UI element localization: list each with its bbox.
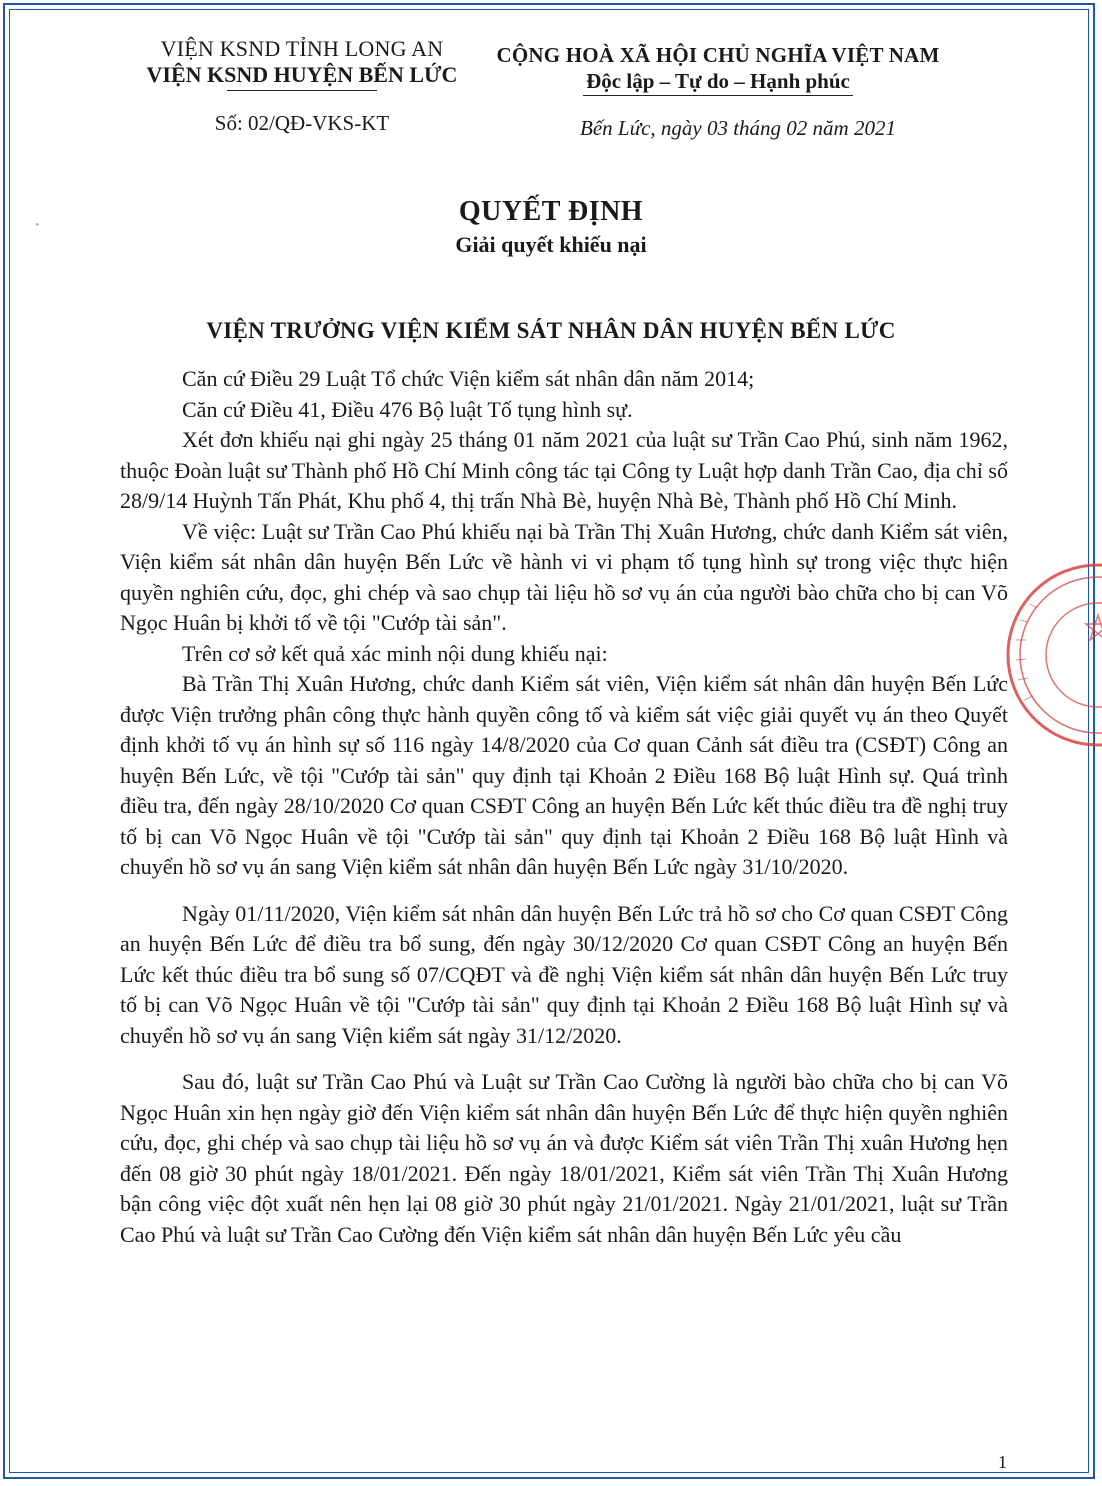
body-paragraph: Sau đó, luật sư Trần Cao Phú và Luật sư Trần Cao Cường là người bào chữa cho bị can Võ Ngọc Huân xin hẹn ngày giờ đến Viện kiểm sát nhân dân huyện Bến Lức để thực hiện quyền nghiên cứu, đọc, ghi chép và sao chụp tài liệu hồ sơ vụ án và được Kiểm sát viên Trần Thị xuân Hương hẹn đến 08 giờ 30 phút ngày 18/01/2021. Đến ngày 18/01/2021, Kiểm sát viên Trần Thị Xuân Hương bận công việc đột xuất nên hẹn lại 08 giờ 30 phút ngày 21/01/2021. Ngày 21/01/2021, luật sư Trần Cao Phú và luật sư Trần Cao Cường đến Viện kiểm sát nhân dân huyện Bến Lức yêu cầu (120, 1069, 1008, 1247)
title-main: QUYẾT ĐỊNH (458, 196, 644, 227)
agency-name: VIỆN KSND HUYỆN BẾN LỨC (146, 62, 458, 87)
document-title (0, 196, 1102, 258)
body-paragraph: Trên cơ sở kết quả xác minh nội dung khiếu nại: (182, 640, 608, 666)
agency-parent: VIỆN KSND TỈNH LONG AN (160, 36, 444, 61)
document-body (120, 364, 1008, 1250)
motto-underline (583, 95, 853, 96)
body-paragraph: Căn cứ Điều 29 Luật Tổ chức Viện kiểm sát nhân dân năm 2014; (182, 366, 755, 391)
national-header (478, 42, 958, 141)
body-paragraph: Bà Trần Thị Xuân Hương, chức danh Kiểm sát viên, Viện kiểm sát nhân dân huyện Bến Lức được Viện trưởng phân công thực hành quyền công tố và kiểm sát việc giải quyết vụ án theo Quyết định khởi tố vụ án hình sự số 116 ngày 14/8/2020 của Cơ quan Cảnh sát điều tra (CSĐT) Công an huyện Bến Lức, về tội "Cướp tài sản" quy định tại Khoản 2 Điều 168 Bộ luật Hình sự. Quá trình điều tra, đến ngày 28/10/2020 Cơ quan CSĐT Công an huyện Bến Lức kết thúc điều tra đề nghị truy tố bị can Võ Ngọc Huân về tội "Cướp tài sản" quy định tại Khoản 2 Điều 168 Bộ luật Hình và chuyển hồ sơ vụ án sang Viện kiểm sát nhân dân huyện Bến Lức ngày 31/10/2020. (120, 671, 1008, 879)
body-paragraph: Căn cứ Điều 41, Điều 476 Bộ luật Tố tụng hình sự. (182, 396, 633, 422)
body-paragraph: Ngày 01/11/2020, Viện kiểm sát nhân dân huyện Bến Lức trả hồ sơ cho Cơ quan CSĐT Công an huyện Bến Lức để điều tra bổ sung, đến ngày 30/12/2020 Cơ quan CSĐT Công an huyện Bến Lức kết thúc điều tra bổ sung số 07/CQĐT và đề nghị Viện kiểm sát nhân dân huyện Bến Lức truy tố bị can Võ Ngọc Huân về tội "Cướp tài sản" quy định tại Khoản 2 Điều 168 Bộ luật Hình sự và chuyển hồ sơ vụ án sang Viện kiểm sát ngày 31/12/2020. (120, 900, 1008, 1048)
agency-header (122, 36, 482, 136)
title-subject: Giải quyết khiếu nại (455, 232, 647, 257)
margin-mark: · (34, 214, 41, 236)
agency-underline (227, 90, 377, 91)
seal-graphic (986, 560, 1102, 750)
document-number: Số: 02/QĐ-VKS-KT (214, 111, 390, 135)
issuing-authority: VIỆN TRƯỞNG VIỆN KIỂM SÁT NHÂN DÂN HUYỆN BẾN LỨC (206, 318, 896, 343)
page-number: 1 (998, 1452, 1007, 1472)
place-date: Bến Lức, ngày 03 tháng 02 năm 2021 (580, 116, 896, 140)
country-name: CỘNG HOÀ XÃ HỘI CHỦ NGHĨA VIỆT NAM (496, 43, 940, 67)
body-paragraph: Về việc: Luật sư Trần Cao Phú khiếu nại bà Trần Thị Xuân Hương, chức danh Kiểm sát viên, Viện kiểm sát nhân dân huyện Bến Lức về hành vi vi phạm tố tụng hình sự trong việc thực hiện quyền nghiên cứu, đọc, ghi chép và sao chụp tài liệu hồ sơ vụ án của người bào chữa cho bị can Võ Ngọc Huân bị khởi tố về tội "Cướp tài sản". (120, 518, 1008, 635)
red-seal-stamp (986, 560, 1102, 750)
national-motto: Độc lập – Tự do – Hạnh phúc (586, 69, 850, 93)
body-paragraph: Xét đơn khiếu nại ghi ngày 25 tháng 01 năm 2021 của luật sư Trần Cao Phú, sinh năm 1962, thuộc Đoàn luật sư Thành phố Hồ Chí Minh công tác tại Công ty Luật hợp danh Trần Cao, địa chỉ số 28/9/14 Huỳnh Tấn Phát, Khu phố 4, thị trấn Nhà Bè, huyện Nhà Bè, Thành phố Hồ Chí Minh. (120, 427, 1008, 513)
